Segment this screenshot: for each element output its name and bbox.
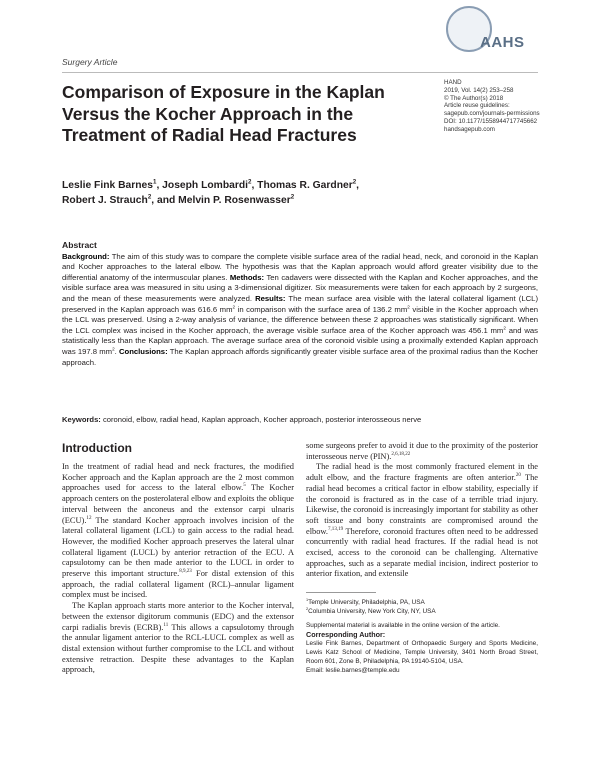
meta-volume: 2019, Vol. 14(2) 253–258	[444, 86, 514, 94]
affiliation-sup: 2	[248, 178, 252, 186]
text-run: In the treatment of radial head and neck fractures, the modified Kocher approach and the Kaplan approach are the 2 most common approaches used for access to the lateral elbow.	[62, 462, 294, 493]
text-run: The radial head becomes a critical factor in elbow stability, especially if the coronoid is fractured as in the case of a terrible triad injury. Likewise, the coronoid is increasingly important for stability as other soft tissue and bony constraints are compromised around the elbow.	[306, 473, 538, 536]
journal-logo-text: AAHS	[480, 34, 525, 51]
meta-copyright: © The Author(s) 2018	[444, 94, 504, 102]
section-heading-introduction: Introduction	[62, 441, 132, 455]
keywords-label: Keywords:	[62, 415, 101, 424]
meta-reuse: Article reuse guidelines:	[444, 102, 510, 110]
meta-site-link[interactable]: handsagepub.com	[444, 125, 495, 133]
text-run: The Kaplan approach starts more anterior to the Kocher interval, between the extensor digitorum communis (EDC) and the extensor carpi radialis brevis (ECRB).	[62, 601, 294, 632]
citation[interactable]: 7,13,19	[328, 526, 344, 532]
affiliation-sup: 2	[290, 193, 295, 201]
methods-text: Ten cadavers were dissected with the Kaplan and Kocher approaches, and the visible surface area was measured in situ using a 3-dimensional digitizer. Six measurements were taken for each approach by 2 surgeons, and the mean of these measurements were analyzed.	[62, 272, 539, 303]
page-title: Comparison of Exposure in the Kaplan Versus the Kocher Approach in the Treatment of Radial Head Fractures	[62, 82, 385, 145]
meta-doi[interactable]: DOI: 10.1177/1558944717745662	[444, 117, 538, 125]
author-name: Thomas R. Gardner	[257, 180, 353, 191]
results-text: .	[114, 346, 117, 356]
keywords	[62, 415, 538, 425]
author-name: Melvin P. Rosenwasser	[178, 195, 291, 206]
author-name: Joseph Lombardi	[162, 180, 248, 191]
footnote-divider	[306, 592, 376, 593]
text-run: The radial head is the most commonly fractured element in the adult elbow, and the fracture fragments are often anterior.	[306, 462, 538, 483]
author-name: Robert J. Strauch	[62, 195, 148, 206]
results-text: in comparison with the surface area of 136.2 mm	[235, 304, 408, 314]
meta-permissions-link[interactable]: sagepub.com/journals-permissions	[444, 110, 540, 118]
superscript: 2	[232, 304, 236, 309]
header-divider	[62, 72, 538, 73]
background-label: Background:	[62, 251, 110, 261]
keywords-text: coronoid, elbow, radial head, Kaplan approach, Kocher approach, posterior interosseous nerve	[102, 415, 422, 424]
superscript: 2	[112, 346, 115, 352]
superscript: 2	[306, 607, 309, 612]
author-name: Leslie Fink Barnes	[62, 180, 153, 191]
affiliation-sup: 2	[352, 178, 357, 186]
author-list: Leslie Fink Barnes$^1$, Joseph Lombardi$^2$, Thomas R. Gardner$^2$, Robert J. Strauch$^2$, and Melvin P. Rosenwasser$^2$	[62, 178, 360, 206]
paragraph	[62, 601, 294, 676]
citation[interactable]: 8,9,23	[179, 569, 192, 575]
background-text: The aim of this study was to compare the complete visible surface area of the radial head, neck, and coronoid in the Kaplan and Kocher approaches to the lateral elbow. The hypothesis was that the Kaplan approach would afford greater visibility due to the differential anatomy of the intermuscular planes.	[62, 251, 539, 282]
superscript: 2	[503, 325, 506, 331]
affiliation-footnote	[306, 607, 538, 616]
results-label: Results:	[255, 293, 286, 303]
text-run: The Kocher approach centers on the posterolateral elbow and exploits the oblique interval between the anconeus and the extensor carpi ulnaris (ECU).	[62, 483, 295, 525]
superscript: 1	[306, 598, 309, 603]
body-column-left	[62, 462, 294, 676]
text-run: For distal extension of this approach, the radial collateral ligament (RCL)–annular ligament complex must be incised.	[62, 569, 295, 600]
abstract-heading: Abstract	[62, 240, 97, 250]
affiliation-sup: 1	[153, 178, 157, 186]
text-run: The standard Kocher approach involves incision of the lateral collateral ligament (LCL) to gain access to the radial head. However, the modified Kocher approach preserves the lateral ulnar collateral ligament (LUCL) by anterior retraction of the ECU. A capsulotomy can be then made anterior to the LUCL in order to preserve this important structure.	[62, 515, 294, 579]
corresponding-author-email[interactable]: Email: leslie.barnes@temple.edu	[306, 667, 400, 675]
superscript: 2	[407, 304, 410, 309]
citation[interactable]: 12	[86, 515, 92, 521]
text-run: Temple University, Philadelphia, PA, USA	[308, 599, 425, 607]
corresponding-author-address: Leslie Fink Barnes, Department of Orthopaedic Surgery and Sports Medicine, Lewis Katz School of Medicine, Temple University, 3401 North Broad Street, Room 601, Zone B, Philadelphia, PA 19140-5104, USA.	[306, 640, 538, 666]
citation[interactable]: 20	[515, 473, 521, 479]
results-text: visible in the Kocher approach when the LCL was preserved. Using a 2-way analysis of variance, the difference between these 2 approaches was statistically significant. When the LCL complex was incised in the Kocher approach, the average visible surface area of the Kocher approach was 456.1 mm	[62, 304, 538, 335]
text-run: Columbia University, New York City, NY, USA	[308, 608, 436, 616]
methods-label: Methods:	[229, 272, 265, 282]
affiliation-sup: 2	[147, 193, 152, 201]
article-type: Surgery Article	[62, 57, 118, 67]
conclusions-text: The Kaplan approach affords significantly greater visible surface area of the proximal radius than the Kocher approach.	[62, 346, 538, 367]
citation[interactable]: 2,6,18,22	[391, 451, 411, 457]
text-run: This allows a capsulotomy through the annular ligament anterior to the RCL-LUCL complex as well as distal extension without further compromise to the LCL and without extensive retraction. Despite these advantages to the Kaplan approach,	[62, 622, 294, 675]
conclusions-label: Conclusions:	[118, 346, 168, 356]
corresponding-author-heading: Corresponding Author:	[306, 630, 386, 640]
citation[interactable]: 5	[243, 483, 246, 489]
text-run: Therefore, coronoid fractures often need to be addressed concurrently with radial head fractures. If the radial head is not excised, access to the coronoid can be challenging. Alternative approaches, such as a separate medial incision, indirect posterior to anterior fixation, and extensile	[306, 526, 538, 579]
paragraph	[306, 462, 538, 580]
paragraph	[306, 441, 538, 462]
citation[interactable]: 11	[163, 622, 169, 628]
abstract	[62, 240, 538, 368]
text-run: some surgeons prefer to avoid it due to the proximity of the posterior interosseous nerve (PIN).	[306, 441, 538, 461]
paragraph	[62, 462, 294, 601]
affiliation-footnote	[306, 598, 538, 607]
results-text: The mean surface area visible with the lateral collateral ligament (LCL) preserved in the Kaplan approach was 616.6 mm	[62, 293, 539, 314]
meta-journal: HAND	[444, 79, 462, 86]
supplemental-note: Supplemental material is available in the online version of the article.	[306, 622, 500, 630]
journal-meta	[444, 79, 564, 134]
results-text: and was statistically less than the Kaplan approach. The average surface area of the coronoid visible using a proximally extended Kaplan approach was 197.8 mm	[62, 325, 538, 356]
body-column-right	[306, 441, 538, 675]
